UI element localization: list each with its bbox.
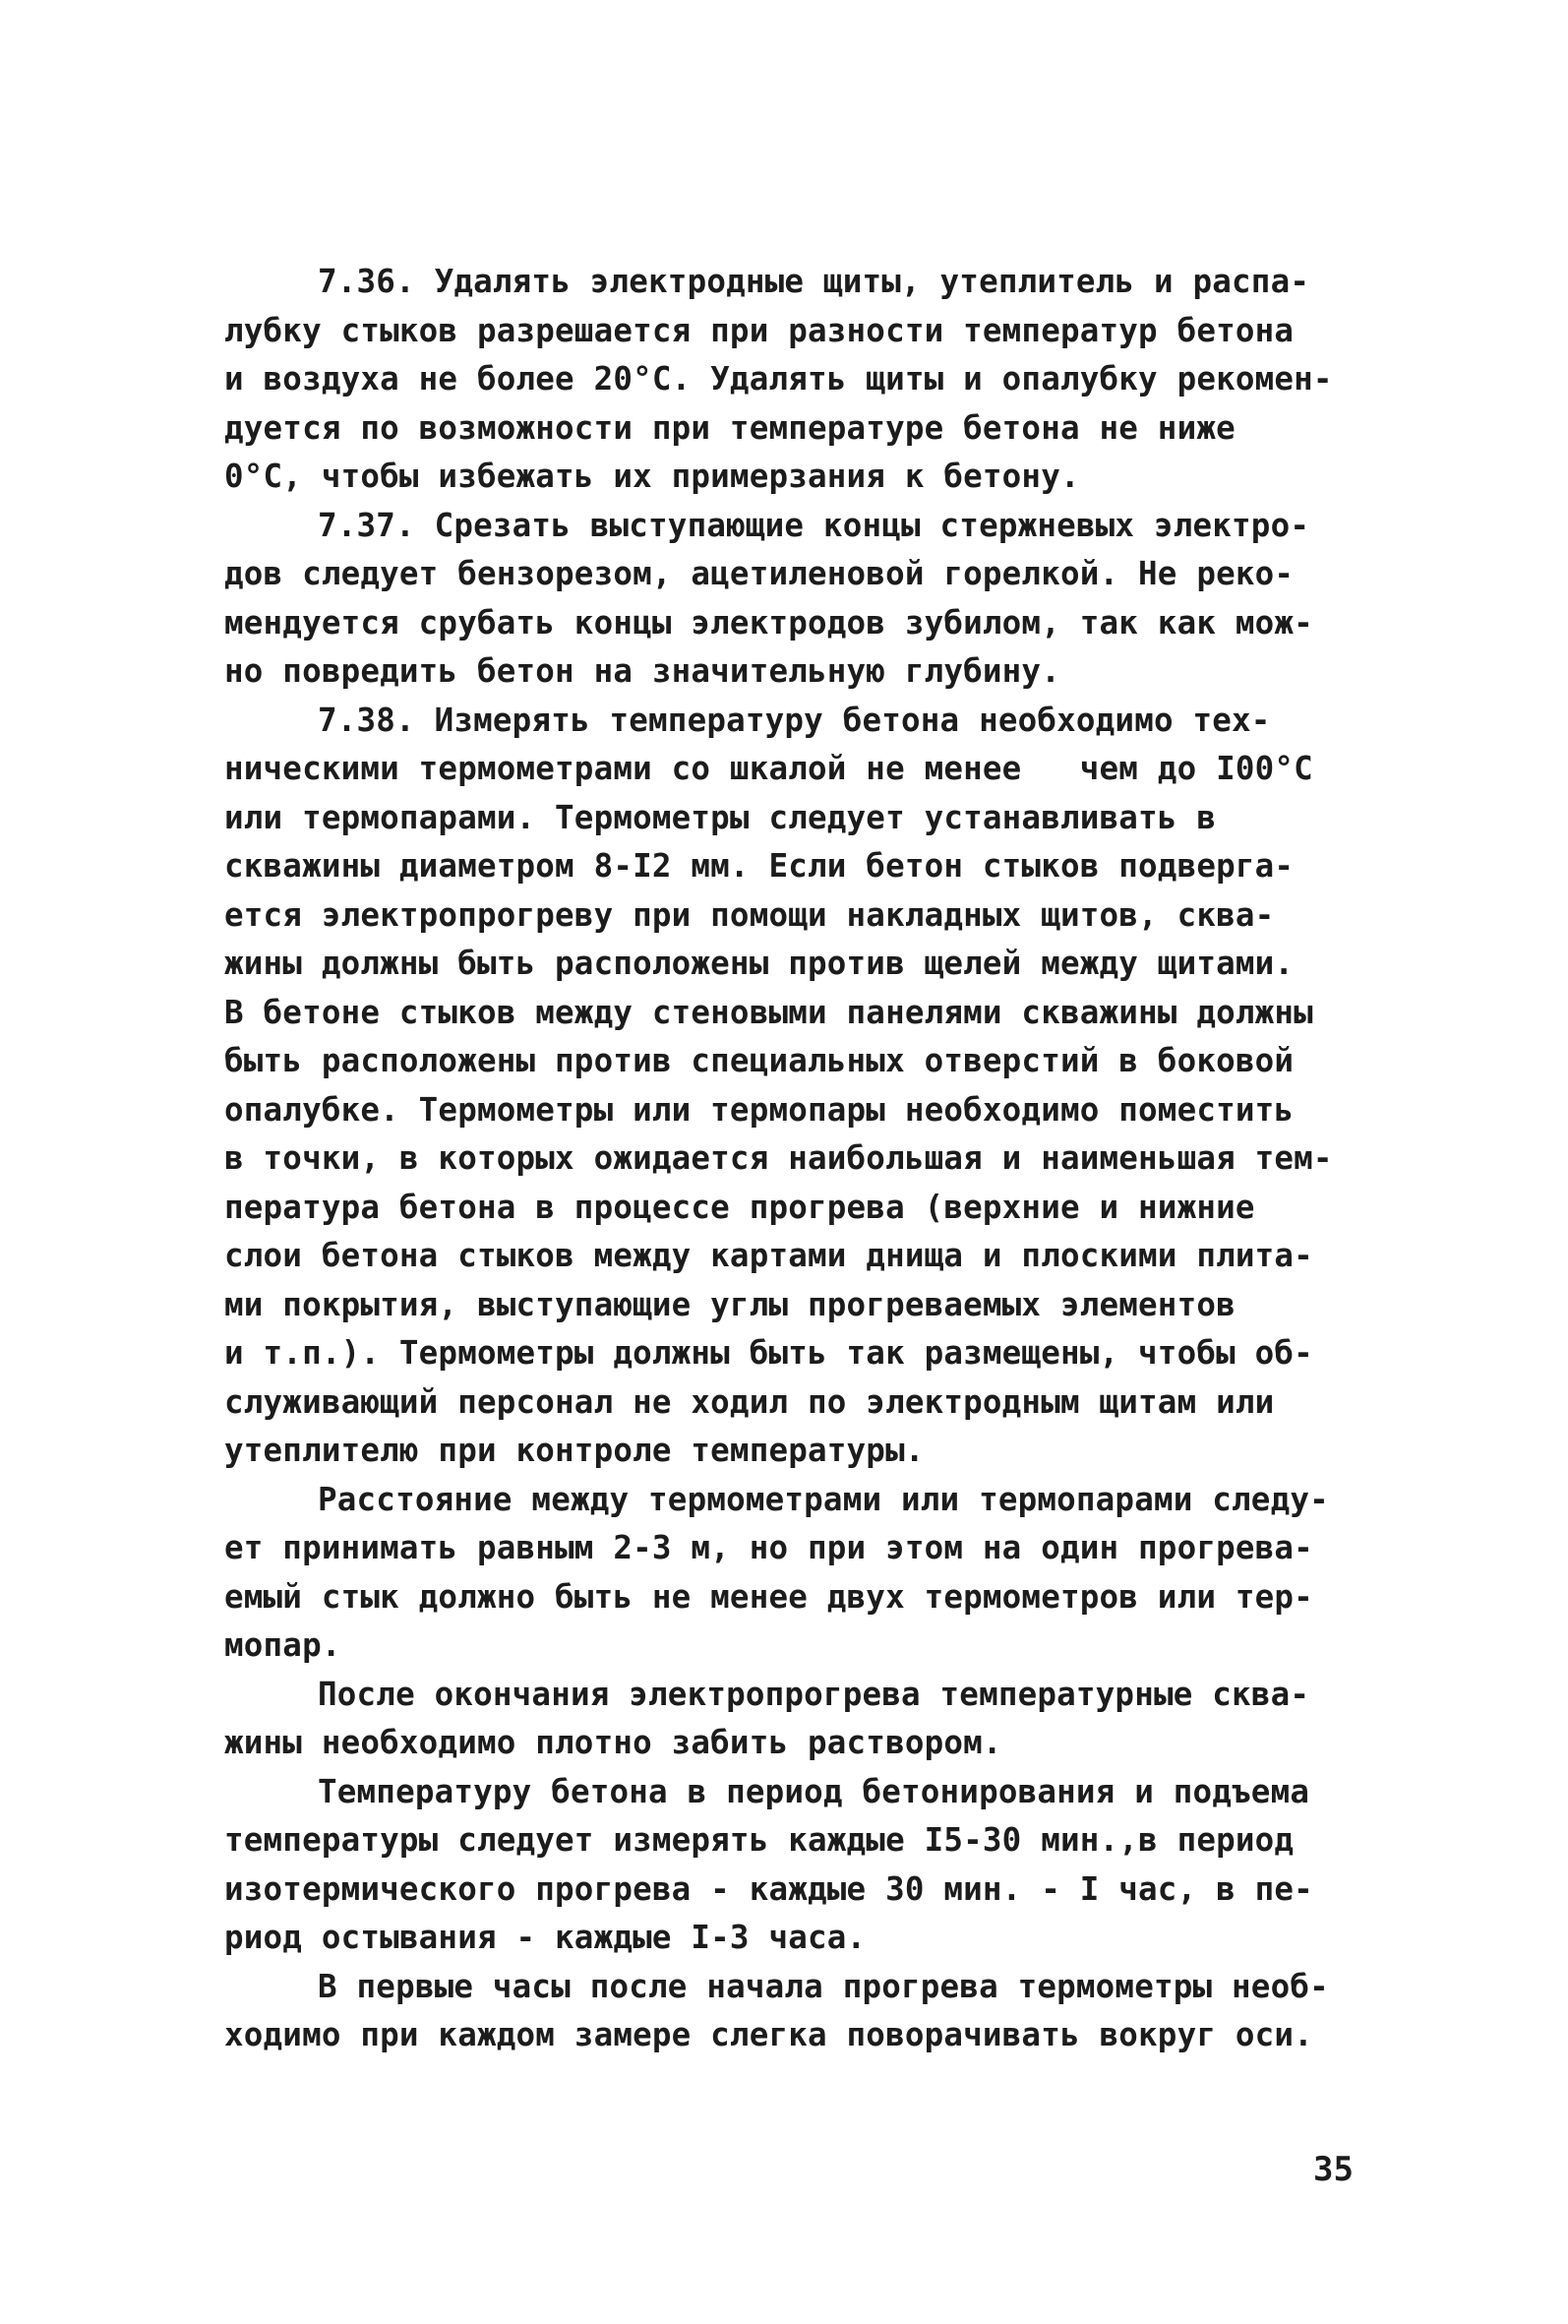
paragraph-distance-line: емый стык должно быть не менее двух термометров или тер-: [224, 1577, 1313, 1616]
paragraph-after-heating-line: После окончания электропрогрева температурные сква-: [318, 1675, 1310, 1713]
paragraph-7-36-line: дуется по возможности при температуре бетона не ниже: [224, 408, 1236, 447]
paragraph-7-36-line: лубку стыков разрешается при разности температур бетона: [224, 311, 1295, 349]
paragraph-7-38-line: быть расположены против специальных отверстий в боковой: [224, 1042, 1295, 1079]
paragraph-7-37-line: дов следует бензорезом, ацетиленовой горелкой. Не реко-: [224, 555, 1295, 592]
paragraph-7-38-line: 7.38. Измерять температуру бетона необходимо тех-: [318, 701, 1271, 739]
document-body: [224, 258, 1346, 2060]
paragraph-7-36-line: 7.36. Удалять электродные щиты, утеплитель и распа-: [318, 263, 1310, 300]
paragraph-7-38-line: утеплителю при контроле температуры.: [224, 1432, 925, 1469]
paragraph-7-38-line: ется электропрогреву при помощи накладных щитов, сква-: [224, 895, 1275, 934]
paragraph-distance-line: мопар.: [224, 1626, 341, 1664]
paragraph-temperature-measure-line: риод остывания - каждые I-3 часа.: [224, 1919, 867, 1956]
paragraph-temperature-measure-line: изотермического прогрева - каждые 30 мин. - I час, в пе-: [224, 1869, 1313, 1908]
paragraph-7-38-line: опалубке. Термометры или термопары необходимо поместить: [224, 1090, 1295, 1129]
paragraph-first-hours-line: В первые часы после начала прогрева термометры необ-: [318, 1967, 1329, 2005]
paragraph-7-36-line: 0°С, чтобы избежать их примерзания к бетону.: [224, 458, 1080, 495]
paragraph-7-38-line: в точки, в которых ожидается наибольшая и наименьшая тем-: [224, 1139, 1333, 1177]
paragraph-temperature-measure-line: температуры следует измерять каждые I5-30 мин.,в период: [224, 1821, 1295, 1859]
paragraph-temperature-measure-line: Температуру бетона в период бетонирования и подъема: [318, 1772, 1310, 1810]
paragraph-7-38-line: жины должны быть расположены против щелей между щитами.: [224, 945, 1295, 982]
paragraph-first-hours-line: ходимо при каждом замере слегка поворачивать вокруг оси.: [224, 2016, 1313, 2053]
paragraph-7-38-line: и т.п.). Термометры должны быть так размещены, чтобы об-: [224, 1334, 1313, 1372]
paragraph-7-38-line: ми покрытия, выступающие углы прогреваемых элементов: [224, 1285, 1236, 1323]
paragraph-7-38-line: ническими термометрами со шкалой не менее чем до I00°С: [224, 750, 1313, 787]
paragraph-7-38-line: скважины диаметром 8-I2 мм. Если бетон стыков подверга-: [224, 847, 1295, 885]
paragraph-7-36-line: и воздуха не более 20°С. Удалять щиты и опалубку рекомен-: [224, 360, 1333, 398]
paragraph-distance-line: Расстояние между термометрами или термопарами следу-: [318, 1480, 1329, 1518]
paragraph-7-38-line: В бетоне стыков между стеновыми панелями скважины должны: [224, 993, 1313, 1031]
paragraph-after-heating-line: жины необходимо плотно забить раствором.: [224, 1724, 1002, 1761]
paragraph-distance-line: ет принимать равным 2-3 м, но при этом на один прогрева-: [224, 1529, 1313, 1566]
paragraph-7-38-line: или термопарами. Термометры следует устанавливать в: [224, 798, 1217, 836]
paragraph-7-37-line: 7.37. Срезать выступающие концы стержневых электро-: [318, 506, 1310, 544]
page-number: 35: [1313, 2150, 1354, 2189]
paragraph-7-38-line: слои бетона стыков между картами днища и плоскими плита-: [224, 1237, 1313, 1274]
paragraph-7-37-line: мендуется срубать концы электродов зубилом, так как мож-: [224, 603, 1313, 642]
paragraph-7-37-line: но повредить бетон на значительную глубину.: [224, 652, 1060, 690]
paragraph-7-38-line: пература бетона в процессе прогрева (верхние и нижние: [224, 1188, 1255, 1226]
paragraph-7-38-line: служивающий персонал не ходил по электродным щитам или: [224, 1382, 1275, 1421]
